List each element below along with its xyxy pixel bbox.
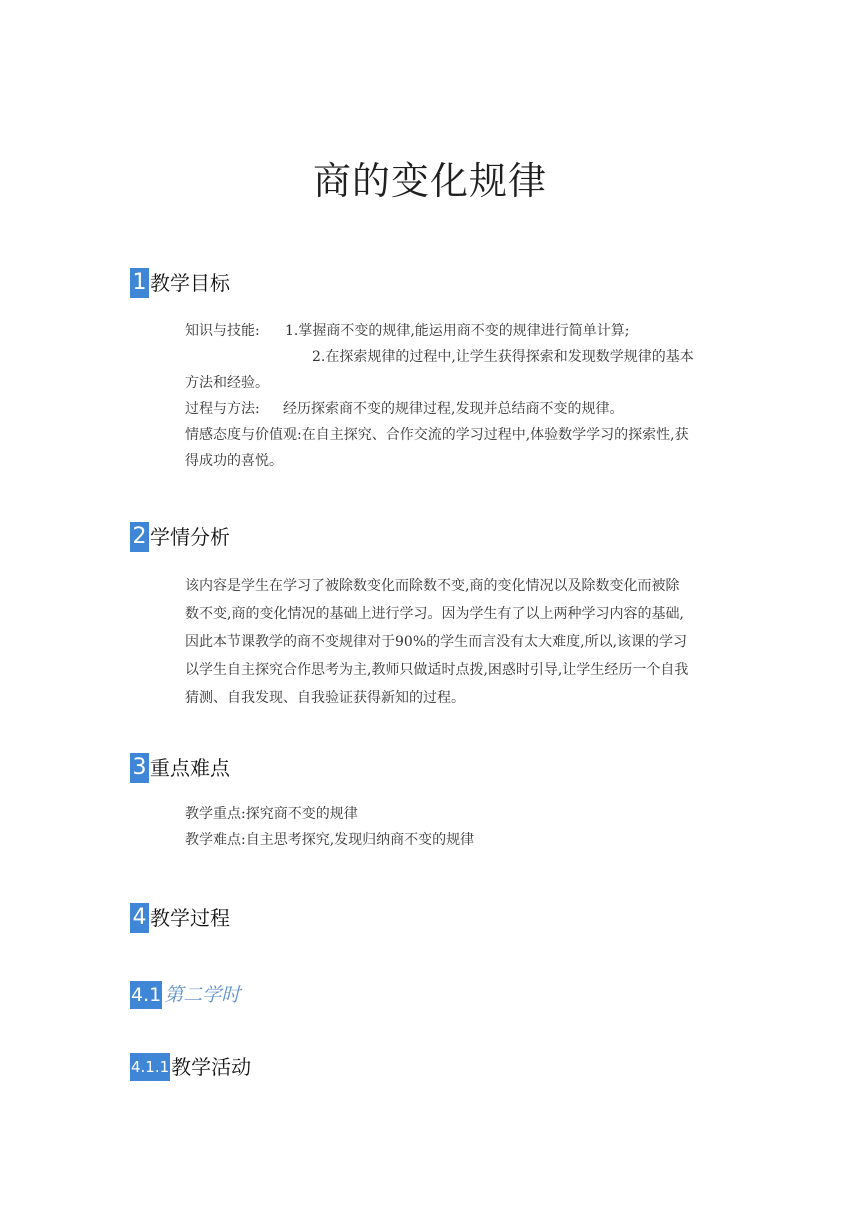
section-number-badge: 3 [130, 753, 149, 783]
section-heading-analysis [130, 522, 230, 552]
document-title: 商的变化规律 [312, 159, 547, 203]
subsection-heading-period [130, 981, 240, 1009]
section-number-badge: 2 [130, 522, 149, 552]
section-number-badge: 1 [130, 268, 149, 298]
section-heading-text: 重点难点 [150, 756, 230, 780]
keypoints-block [185, 801, 730, 853]
emotion-line-2: 得成功的喜悦。 [185, 453, 283, 469]
knowledge-line-1 [185, 318, 730, 344]
paragraph-line: 该内容是学生在学习了被除数变化而除数不变,商的变化情况以及除数变化而被除 [185, 578, 680, 594]
key-point-line: 教学重点:探究商不变的规律 [185, 806, 358, 822]
subsubsection-heading-activity [130, 1053, 251, 1081]
paragraph-line: 以学生自主探究合作思考为主,教师只做适时点拨,困惑时引导,让学生经历一个自我 [185, 662, 689, 678]
paragraph-line: 数不变,商的变化情况的基础上进行学习。因为学生有了以上两种学习内容的基础, [185, 606, 684, 622]
emotion-line-1: 情感态度与价值观:在自主探究、合作交流的学习过程中,体验数学学习的探索性,获 [185, 427, 689, 443]
section-heading-keypoints [130, 753, 230, 783]
paragraph-line: 猜测、自我发现、自我验证获得新知的过程。 [185, 690, 465, 706]
knowledge-item-1: 1.掌握商不变的规律,能运用商不变的规律进行简单计算; [285, 323, 630, 339]
difficult-point-line: 教学难点:自主思考探究,发现归纳商不变的规律 [185, 832, 475, 848]
paragraph-line: 因此本节课教学的商不变规律对于90%的学生而言没有太大难度,所以,该课的学习 [185, 634, 688, 650]
section-heading-text: 教学目标 [150, 271, 230, 295]
subsection-heading-text: 第二学时 [164, 984, 241, 1006]
subsection-number-badge: 4.1 [130, 981, 162, 1009]
knowledge-item-2-cont: 方法和经验。 [185, 375, 269, 391]
section-heading-text: 学情分析 [150, 525, 230, 549]
process-line [185, 396, 730, 422]
subsubsection-heading-text: 教学活动 [171, 1055, 252, 1079]
objectives-block [185, 318, 730, 474]
subsubsection-number-badge: 4.1.1 [130, 1053, 170, 1081]
knowledge-item-2: 2.在探索规律的过程中,让学生获得探索和发现数学规律的基本 [312, 349, 694, 365]
section-number-badge: 4 [130, 903, 149, 933]
knowledge-label: 知识与技能: [185, 323, 260, 339]
section-heading-text: 教学过程 [150, 906, 230, 930]
process-text: 经历探索商不变的规律过程,发现并总结商不变的规律。 [283, 401, 624, 417]
section-heading-process [130, 903, 230, 933]
analysis-paragraph [185, 572, 731, 712]
section-heading-objectives [130, 268, 230, 298]
process-label: 过程与方法: [185, 401, 260, 417]
